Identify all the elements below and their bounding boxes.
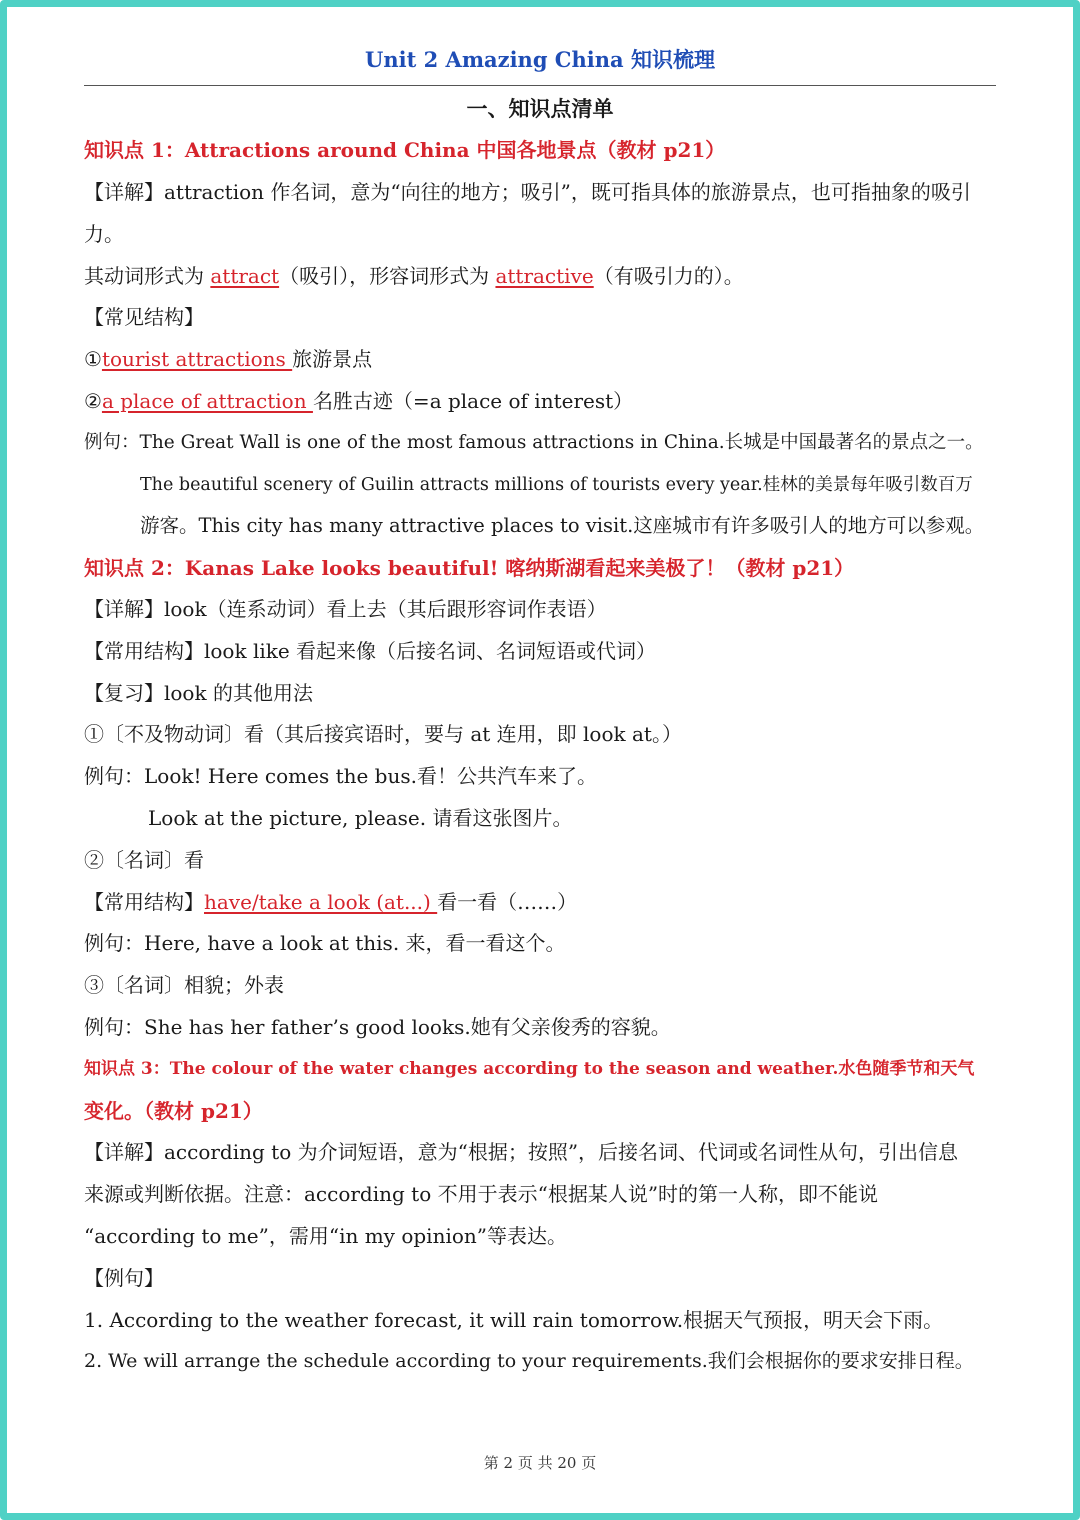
forms-suffix: （有吸引力的）。 <box>593 264 744 288</box>
structure-meaning: 看一看（……） <box>437 890 578 914</box>
kp1-forms <box>84 262 744 290</box>
kp3-examples-label: 【例句】 <box>84 1266 164 1290</box>
kp2-structure: 【常用结构】look like 看起来像（后接名词、名词短语或代词） <box>84 639 657 663</box>
structure-phrase: tourist attractions <box>101 347 293 371</box>
kp1-structure-1 <box>84 345 372 373</box>
adjective-form: attractive <box>495 264 594 288</box>
structure-number: ① <box>84 347 102 371</box>
kp1-example-3: 游客。This city has many attractive places to visit.这座城市有许多吸引人的地方可以参观。 <box>140 514 985 537</box>
kp3-example-2: 2. We will arrange the schedule according to your requirements.我们会根据你的要求安排日程。 <box>84 1350 974 1372</box>
kp3-heading: 知识点 3：The colour of the water changes according to the season and weather.水色随季节和天气 <box>84 1059 975 1079</box>
kp1-detail-cont: 力。 <box>84 222 124 246</box>
kp2-usage-1-example-2: Look at the picture, please. 请看这张图片。 <box>148 806 573 830</box>
kp3-detail-cont: 来源或判断依据。注意：according to 不用于表示“根据某人说”时的第一人称，即不能说 <box>84 1182 879 1206</box>
structure-label: 【常用结构】 <box>84 890 204 914</box>
kp2-usage-3: ③〔名词〕相貌；外表 <box>84 973 284 997</box>
kp2-usage-1-example: 例句：Look! Here comes the bus.看！公共汽车来了。 <box>84 764 597 788</box>
kp2-usage-2: ②〔名词〕看 <box>84 848 204 872</box>
forms-middle: （吸引），形容词形式为 <box>279 264 496 288</box>
kp2-detail: 【详解】look（连系动词）看上去（其后跟形容词作表语） <box>84 597 607 621</box>
structure-meaning: 名胜古迹（=a place of interest） <box>312 389 634 413</box>
section-heading: 一、知识点清单 <box>466 96 614 121</box>
kp3-heading-cont: 变化。（教材 p21） <box>84 1099 263 1123</box>
structure-phrase: have/take a look (at...) <box>204 890 438 914</box>
kp1-example-1: 例句：The Great Wall is one of the most famous attractions in China.长城是中国最著名的景点之一。 <box>84 432 984 453</box>
kp3-detail-cont-2: “according to me”，需用“in my opinion”等表达。 <box>84 1224 567 1248</box>
verb-form: attract <box>210 264 280 288</box>
kp2-usage-2-structure <box>84 888 577 916</box>
page-number: 第 2 页 共 20 页 <box>483 1454 597 1472</box>
kp2-usage-2-example: 例句：Here, have a look at this. 来，看一看这个。 <box>84 931 566 955</box>
kp2-review: 【复习】look 的其他用法 <box>84 681 313 705</box>
kp1-heading: 知识点 1：Attractions around China 中国各地景点（教材 p21） <box>84 138 726 162</box>
structure-phrase: a place of attraction <box>101 389 313 413</box>
structure-meaning: 旅游景点 <box>292 347 373 371</box>
kp1-structures-label: 【常见结构】 <box>84 305 204 329</box>
document-title: Unit 2 Amazing China 知识梳理 <box>365 47 715 72</box>
kp1-structure-2 <box>84 387 633 415</box>
kp2-usage-3-example: 例句：She has her father’s good looks.她有父亲俊秀的容貌。 <box>84 1015 671 1039</box>
title-divider <box>84 85 996 86</box>
kp3-detail: 【详解】according to 为介词短语，意为“根据；按照”，后接名词、代词或名词性从句，引出信息 <box>84 1140 959 1164</box>
kp1-example-2: The beautiful scenery of Guilin attracts millions of tourists every year.桂林的美景每年吸引数百万 <box>140 475 973 495</box>
kp1-detail: 【详解】attraction 作名词，意为“向往的地方；吸引”，既可指具体的旅游景点，也可指抽象的吸引 <box>84 180 971 204</box>
kp3-example-1: 1. According to the weather forecast, it will rain tomorrow.根据天气预报，明天会下雨。 <box>84 1308 944 1332</box>
kp2-usage-1: ①〔不及物动词〕看（其后接宾语时，要与 at 连用，即 look at。） <box>84 722 682 746</box>
forms-prefix: 其动词形式为 <box>84 264 211 288</box>
kp2-heading: 知识点 2：Kanas Lake looks beautiful! 喀纳斯湖看起来美极了！（教材 p21） <box>84 556 855 580</box>
structure-number: ② <box>84 389 102 413</box>
